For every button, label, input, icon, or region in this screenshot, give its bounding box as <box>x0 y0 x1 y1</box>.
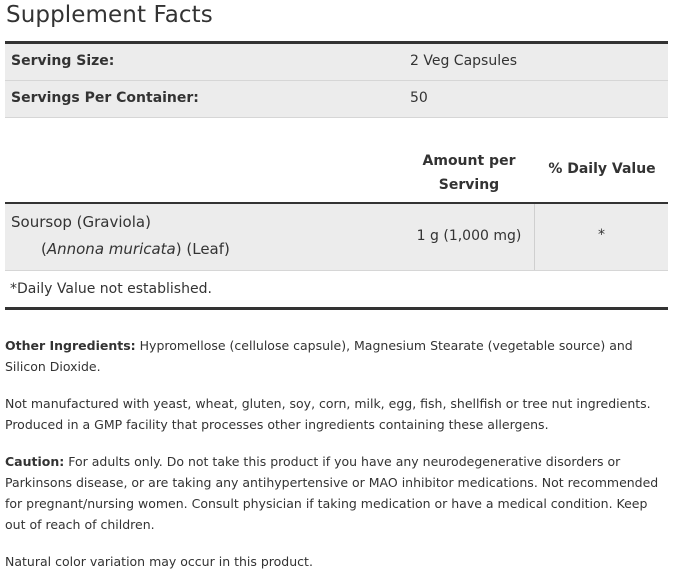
ingredient-subname <box>41 240 230 258</box>
other-ingredients-label: Other Ingredients: <box>5 338 136 353</box>
caution-label: Caution: <box>5 454 65 469</box>
ingredient-sub-open: ( <box>41 240 47 258</box>
amount-per-serving-header <box>410 149 528 197</box>
servings-per-container-row <box>5 81 668 118</box>
amount-header-line1: Amount per <box>422 153 516 169</box>
other-ingredients-text: Hypromellose (cellulose capsule), Magnesium Stearate (vegetable source) and Silicon Dioxide. <box>5 338 633 374</box>
allergen-statement: Not manufactured with yeast, wheat, gluten, soy, corn, milk, egg, fish, shellfish or tree nut ingredients. Produced in a GMP facility that processes other ingredients containing these allergens. <box>5 396 651 432</box>
caution-text: For adults only. Do not take this product if you have any neurodegenerative disorders or Parkinsons disease, or are taking any antihypertensive or MAO inhibitor medications. Not recommended for pregnant/nursing women. Consult physician if taking medication or have a medical condition. Keep out of reach of children. <box>5 454 659 532</box>
servings-per-container-label: Servings Per Container: <box>11 90 199 106</box>
daily-value-header: % Daily Value <box>548 161 656 177</box>
ingredient-daily-value: * <box>598 227 605 243</box>
serving-size-row <box>5 44 668 81</box>
color-variation-note: Natural color variation may occur in this product. <box>5 554 313 569</box>
daily-value-footnote: *Daily Value not established. <box>10 281 212 297</box>
serving-size-label: Serving Size: <box>11 53 115 69</box>
ingredient-amount: 1 g (1,000 mg) <box>416 228 522 244</box>
other-ingredients <box>5 335 668 377</box>
caution-statement <box>5 451 668 535</box>
servings-per-container-value: 50 <box>410 90 428 106</box>
page-title: Supplement Facts <box>6 2 213 28</box>
ingredient-name: Soursop (Graviola) <box>11 213 151 231</box>
ingredient-sub-rest: ) (Leaf) <box>175 240 230 258</box>
serving-size-value: 2 Veg Capsules <box>410 53 518 69</box>
ingredient-row <box>5 204 668 271</box>
ingredient-latin-name: Annona muricata <box>46 240 176 258</box>
bottom-rule <box>5 307 668 310</box>
amount-header-line2: Serving <box>438 177 500 193</box>
